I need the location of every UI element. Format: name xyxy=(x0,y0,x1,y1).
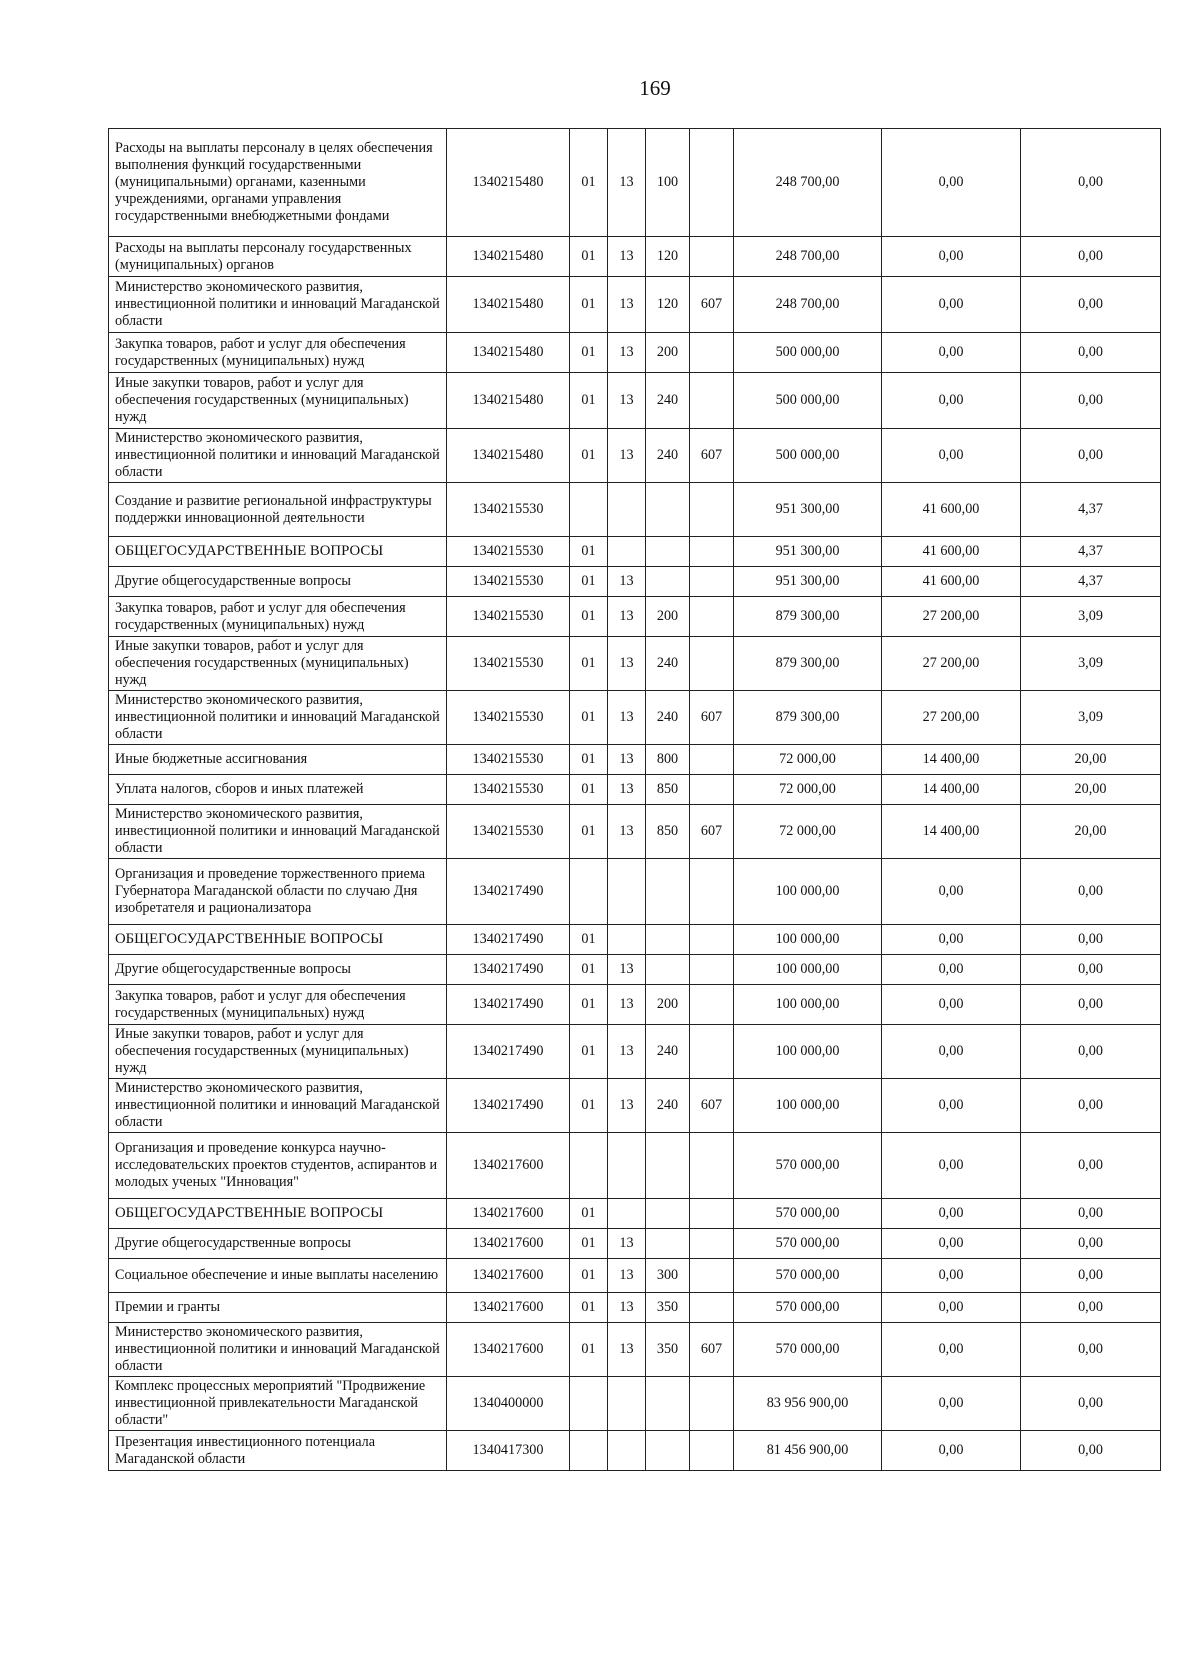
row-executed-amount: 0,00 xyxy=(882,1079,1021,1133)
row-name: Премии и гранты xyxy=(109,1293,447,1323)
row-expense-type: 800 xyxy=(646,745,690,775)
row-executed-amount: 0,00 xyxy=(882,1025,1021,1079)
row-execution-percent: 0,00 xyxy=(1021,1229,1161,1259)
row-code: 1340215480 xyxy=(447,129,570,237)
row-name: Другие общегосударственные вопросы xyxy=(109,1229,447,1259)
row-department-code xyxy=(690,1377,734,1431)
row-execution-percent: 3,09 xyxy=(1021,597,1161,637)
row-executed-amount: 0,00 xyxy=(882,129,1021,237)
row-department-code: 607 xyxy=(690,429,734,483)
row-department-code xyxy=(690,985,734,1025)
row-section: 01 xyxy=(570,805,608,859)
row-subsection: 13 xyxy=(608,597,646,637)
row-execution-percent: 0,00 xyxy=(1021,1199,1161,1229)
row-plan-amount: 500 000,00 xyxy=(734,373,882,429)
row-subsection xyxy=(608,1133,646,1199)
row-expense-type xyxy=(646,859,690,925)
row-code: 1340217600 xyxy=(447,1229,570,1259)
row-section: 01 xyxy=(570,745,608,775)
table-row xyxy=(109,483,1161,537)
row-subsection: 13 xyxy=(608,429,646,483)
row-section: 01 xyxy=(570,1259,608,1293)
row-execution-percent: 20,00 xyxy=(1021,745,1161,775)
row-plan-amount: 879 300,00 xyxy=(734,637,882,691)
row-plan-amount: 100 000,00 xyxy=(734,1025,882,1079)
row-expense-type: 850 xyxy=(646,775,690,805)
row-subsection: 13 xyxy=(608,1293,646,1323)
row-section: 01 xyxy=(570,277,608,333)
row-expense-type xyxy=(646,1199,690,1229)
row-expense-type: 240 xyxy=(646,637,690,691)
table-row xyxy=(109,1133,1161,1199)
row-expense-type: 120 xyxy=(646,277,690,333)
table-row xyxy=(109,637,1161,691)
row-executed-amount: 0,00 xyxy=(882,1377,1021,1431)
row-name: Организация и проведение конкурса научно-исследовательских проектов студентов, аспирантов и молодых ученых "Инновация" xyxy=(109,1133,447,1199)
row-expense-type xyxy=(646,483,690,537)
row-plan-amount: 570 000,00 xyxy=(734,1199,882,1229)
row-department-code: 607 xyxy=(690,1079,734,1133)
row-code: 1340217600 xyxy=(447,1323,570,1377)
row-executed-amount: 0,00 xyxy=(882,1431,1021,1471)
table-row xyxy=(109,805,1161,859)
row-execution-percent: 0,00 xyxy=(1021,1079,1161,1133)
row-department-code xyxy=(690,925,734,955)
row-executed-amount: 0,00 xyxy=(882,925,1021,955)
row-name: Организация и проведение торжественного приема Губернатора Магаданской области по случаю Дня изобретателя и рационализатора xyxy=(109,859,447,925)
row-plan-amount: 72 000,00 xyxy=(734,745,882,775)
row-plan-amount: 500 000,00 xyxy=(734,429,882,483)
table-row xyxy=(109,1025,1161,1079)
row-subsection xyxy=(608,1377,646,1431)
table-row xyxy=(109,373,1161,429)
row-expense-type: 120 xyxy=(646,237,690,277)
row-executed-amount: 0,00 xyxy=(882,955,1021,985)
row-expense-type: 240 xyxy=(646,1079,690,1133)
table-row xyxy=(109,277,1161,333)
row-department-code xyxy=(690,237,734,277)
row-code: 1340215530 xyxy=(447,537,570,567)
row-section: 01 xyxy=(570,429,608,483)
row-department-code xyxy=(690,745,734,775)
row-plan-amount: 100 000,00 xyxy=(734,985,882,1025)
row-subsection: 13 xyxy=(608,237,646,277)
row-execution-percent: 0,00 xyxy=(1021,1293,1161,1323)
row-name: Министерство экономического развития, инвестиционной политики и инноваций Магаданской области xyxy=(109,1079,447,1133)
table-row xyxy=(109,859,1161,925)
row-executed-amount: 0,00 xyxy=(882,1133,1021,1199)
row-subsection xyxy=(608,483,646,537)
row-name: Министерство экономического развития, инвестиционной политики и инноваций Магаданской области xyxy=(109,277,447,333)
row-executed-amount: 0,00 xyxy=(882,859,1021,925)
table-row xyxy=(109,237,1161,277)
row-plan-amount: 951 300,00 xyxy=(734,567,882,597)
row-plan-amount: 100 000,00 xyxy=(734,955,882,985)
row-expense-type xyxy=(646,567,690,597)
row-executed-amount: 27 200,00 xyxy=(882,597,1021,637)
row-code: 1340215480 xyxy=(447,429,570,483)
row-code: 1340417300 xyxy=(447,1431,570,1471)
row-department-code xyxy=(690,483,734,537)
row-subsection: 13 xyxy=(608,1079,646,1133)
row-code: 1340215530 xyxy=(447,483,570,537)
row-name: ОБЩЕГОСУДАРСТВЕННЫЕ ВОПРОСЫ xyxy=(109,537,447,567)
row-plan-amount: 248 700,00 xyxy=(734,277,882,333)
row-execution-percent: 0,00 xyxy=(1021,373,1161,429)
row-plan-amount: 951 300,00 xyxy=(734,537,882,567)
row-plan-amount: 83 956 900,00 xyxy=(734,1377,882,1431)
table-row xyxy=(109,1229,1161,1259)
row-executed-amount: 0,00 xyxy=(882,333,1021,373)
row-code: 1340215530 xyxy=(447,597,570,637)
row-name: Закупка товаров, работ и услуг для обеспечения государственных (муниципальных) нужд xyxy=(109,333,447,373)
row-subsection: 13 xyxy=(608,637,646,691)
row-department-code xyxy=(690,859,734,925)
row-section: 01 xyxy=(570,567,608,597)
row-section: 01 xyxy=(570,1199,608,1229)
table-row xyxy=(109,1199,1161,1229)
row-execution-percent: 0,00 xyxy=(1021,237,1161,277)
table-row xyxy=(109,1377,1161,1431)
row-execution-percent: 20,00 xyxy=(1021,805,1161,859)
table-row xyxy=(109,1259,1161,1293)
row-expense-type xyxy=(646,1431,690,1471)
row-name: Другие общегосударственные вопросы xyxy=(109,567,447,597)
row-expense-type: 240 xyxy=(646,429,690,483)
row-name: Уплата налогов, сборов и иных платежей xyxy=(109,775,447,805)
row-section: 01 xyxy=(570,691,608,745)
row-execution-percent: 0,00 xyxy=(1021,925,1161,955)
row-subsection: 13 xyxy=(608,129,646,237)
row-executed-amount: 0,00 xyxy=(882,1229,1021,1259)
row-department-code xyxy=(690,1293,734,1323)
row-department-code: 607 xyxy=(690,277,734,333)
row-section xyxy=(570,1431,608,1471)
row-execution-percent: 0,00 xyxy=(1021,1025,1161,1079)
row-code: 1340217490 xyxy=(447,1025,570,1079)
row-execution-percent: 0,00 xyxy=(1021,859,1161,925)
row-section xyxy=(570,483,608,537)
row-execution-percent: 0,00 xyxy=(1021,985,1161,1025)
table-row xyxy=(109,429,1161,483)
row-plan-amount: 570 000,00 xyxy=(734,1323,882,1377)
row-subsection: 13 xyxy=(608,1229,646,1259)
row-plan-amount: 81 456 900,00 xyxy=(734,1431,882,1471)
row-plan-amount: 570 000,00 xyxy=(734,1259,882,1293)
row-department-code xyxy=(690,1229,734,1259)
row-name: Министерство экономического развития, инвестиционной политики и инноваций Магаданской области xyxy=(109,805,447,859)
row-executed-amount: 0,00 xyxy=(882,277,1021,333)
row-code: 1340217490 xyxy=(447,985,570,1025)
row-expense-type xyxy=(646,1133,690,1199)
row-subsection xyxy=(608,925,646,955)
row-subsection: 13 xyxy=(608,1259,646,1293)
row-subsection: 13 xyxy=(608,1025,646,1079)
row-subsection: 13 xyxy=(608,333,646,373)
row-section xyxy=(570,1377,608,1431)
row-plan-amount: 570 000,00 xyxy=(734,1293,882,1323)
row-execution-percent: 0,00 xyxy=(1021,429,1161,483)
row-name: ОБЩЕГОСУДАРСТВЕННЫЕ ВОПРОСЫ xyxy=(109,925,447,955)
row-plan-amount: 500 000,00 xyxy=(734,333,882,373)
row-execution-percent: 4,37 xyxy=(1021,483,1161,537)
row-execution-percent: 20,00 xyxy=(1021,775,1161,805)
row-section: 01 xyxy=(570,1293,608,1323)
row-department-code xyxy=(690,1025,734,1079)
row-executed-amount: 41 600,00 xyxy=(882,483,1021,537)
row-executed-amount: 14 400,00 xyxy=(882,805,1021,859)
row-name: Иные бюджетные ассигнования xyxy=(109,745,447,775)
row-execution-percent: 3,09 xyxy=(1021,637,1161,691)
row-department-code xyxy=(690,955,734,985)
table-row xyxy=(109,597,1161,637)
row-name: Другие общегосударственные вопросы xyxy=(109,955,447,985)
row-executed-amount: 14 400,00 xyxy=(882,775,1021,805)
row-section: 01 xyxy=(570,985,608,1025)
row-section: 01 xyxy=(570,1323,608,1377)
row-department-code xyxy=(690,775,734,805)
row-execution-percent: 0,00 xyxy=(1021,1431,1161,1471)
row-code: 1340215530 xyxy=(447,775,570,805)
row-execution-percent: 0,00 xyxy=(1021,1259,1161,1293)
row-expense-type: 350 xyxy=(646,1293,690,1323)
row-section: 01 xyxy=(570,1025,608,1079)
row-executed-amount: 0,00 xyxy=(882,373,1021,429)
row-executed-amount: 41 600,00 xyxy=(882,567,1021,597)
row-plan-amount: 248 700,00 xyxy=(734,237,882,277)
row-name: Министерство экономического развития, инвестиционной политики и инноваций Магаданской области xyxy=(109,1323,447,1377)
row-department-code xyxy=(690,129,734,237)
row-section xyxy=(570,859,608,925)
row-subsection: 13 xyxy=(608,373,646,429)
row-department-code xyxy=(690,373,734,429)
row-name: ОБЩЕГОСУДАРСТВЕННЫЕ ВОПРОСЫ xyxy=(109,1199,447,1229)
row-executed-amount: 0,00 xyxy=(882,1323,1021,1377)
row-plan-amount: 100 000,00 xyxy=(734,859,882,925)
row-subsection: 13 xyxy=(608,955,646,985)
row-subsection: 13 xyxy=(608,985,646,1025)
row-section xyxy=(570,1133,608,1199)
row-section: 01 xyxy=(570,597,608,637)
row-expense-type: 240 xyxy=(646,373,690,429)
row-expense-type: 200 xyxy=(646,597,690,637)
row-code: 1340215480 xyxy=(447,333,570,373)
row-expense-type: 200 xyxy=(646,985,690,1025)
table-row xyxy=(109,745,1161,775)
row-code: 1340215530 xyxy=(447,691,570,745)
row-name: Иные закупки товаров, работ и услуг для обеспечения государственных (муниципальных) нужд xyxy=(109,373,447,429)
row-executed-amount: 0,00 xyxy=(882,985,1021,1025)
row-expense-type: 850 xyxy=(646,805,690,859)
row-plan-amount: 100 000,00 xyxy=(734,925,882,955)
row-plan-amount: 72 000,00 xyxy=(734,805,882,859)
row-code: 1340217490 xyxy=(447,955,570,985)
row-section: 01 xyxy=(570,373,608,429)
row-department-code: 607 xyxy=(690,805,734,859)
row-plan-amount: 951 300,00 xyxy=(734,483,882,537)
row-code: 1340217490 xyxy=(447,925,570,955)
row-department-code xyxy=(690,1259,734,1293)
table-row xyxy=(109,691,1161,745)
row-subsection: 13 xyxy=(608,567,646,597)
table-row xyxy=(109,567,1161,597)
row-expense-type xyxy=(646,537,690,567)
row-section: 01 xyxy=(570,1229,608,1259)
row-plan-amount: 879 300,00 xyxy=(734,691,882,745)
table-row xyxy=(109,1079,1161,1133)
table-row xyxy=(109,1293,1161,1323)
row-code: 1340217600 xyxy=(447,1133,570,1199)
row-execution-percent: 3,09 xyxy=(1021,691,1161,745)
row-name: Расходы на выплаты персоналу в целях обеспечения выполнения функций государственными (муниципальными) органами, казенными учреждениями, органами управления государственными внебюджетными фондами xyxy=(109,129,447,237)
row-code: 1340215480 xyxy=(447,237,570,277)
row-plan-amount: 879 300,00 xyxy=(734,597,882,637)
row-execution-percent: 0,00 xyxy=(1021,1377,1161,1431)
table-row xyxy=(109,333,1161,373)
row-name: Закупка товаров, работ и услуг для обеспечения государственных (муниципальных) нужд xyxy=(109,985,447,1025)
row-subsection: 13 xyxy=(608,691,646,745)
row-section: 01 xyxy=(570,775,608,805)
row-name: Закупка товаров, работ и услуг для обеспечения государственных (муниципальных) нужд xyxy=(109,597,447,637)
row-name: Министерство экономического развития, инвестиционной политики и инноваций Магаданской области xyxy=(109,429,447,483)
table-row xyxy=(109,925,1161,955)
row-subsection xyxy=(608,859,646,925)
row-section: 01 xyxy=(570,333,608,373)
row-name: Создание и развитие региональной инфраструктуры поддержки инновационной деятельности xyxy=(109,483,447,537)
row-executed-amount: 0,00 xyxy=(882,429,1021,483)
row-subsection xyxy=(608,537,646,567)
row-code: 1340217490 xyxy=(447,859,570,925)
row-code: 1340215530 xyxy=(447,805,570,859)
row-subsection xyxy=(608,1199,646,1229)
row-expense-type: 100 xyxy=(646,129,690,237)
row-executed-amount: 27 200,00 xyxy=(882,637,1021,691)
row-expense-type xyxy=(646,1229,690,1259)
row-executed-amount: 0,00 xyxy=(882,1259,1021,1293)
row-subsection: 13 xyxy=(608,805,646,859)
row-department-code xyxy=(690,597,734,637)
row-execution-percent: 0,00 xyxy=(1021,277,1161,333)
row-executed-amount: 0,00 xyxy=(882,1293,1021,1323)
budget-table xyxy=(108,128,1161,1471)
row-expense-type: 300 xyxy=(646,1259,690,1293)
row-executed-amount: 0,00 xyxy=(882,1199,1021,1229)
page-number: 169 xyxy=(639,76,671,100)
row-execution-percent: 0,00 xyxy=(1021,333,1161,373)
row-department-code xyxy=(690,537,734,567)
row-section: 01 xyxy=(570,955,608,985)
table-row xyxy=(109,1431,1161,1471)
table-row xyxy=(109,1323,1161,1377)
row-subsection: 13 xyxy=(608,277,646,333)
row-expense-type: 240 xyxy=(646,691,690,745)
row-code: 1340217600 xyxy=(447,1259,570,1293)
row-name: Комплекс процессных мероприятий "Продвижение инвестиционной привлекательности Магаданской области" xyxy=(109,1377,447,1431)
row-code: 1340217490 xyxy=(447,1079,570,1133)
row-execution-percent: 0,00 xyxy=(1021,1323,1161,1377)
row-expense-type: 350 xyxy=(646,1323,690,1377)
row-execution-percent: 0,00 xyxy=(1021,955,1161,985)
table-row xyxy=(109,129,1161,237)
row-section: 01 xyxy=(570,129,608,237)
row-code: 1340400000 xyxy=(447,1377,570,1431)
row-department-code xyxy=(690,1133,734,1199)
row-code: 1340215530 xyxy=(447,567,570,597)
row-name: Презентация инвестиционного потенциала Магаданской области xyxy=(109,1431,447,1471)
row-code: 1340215480 xyxy=(447,277,570,333)
row-expense-type xyxy=(646,1377,690,1431)
row-plan-amount: 570 000,00 xyxy=(734,1229,882,1259)
row-section: 01 xyxy=(570,537,608,567)
row-plan-amount: 248 700,00 xyxy=(734,129,882,237)
row-subsection xyxy=(608,1431,646,1471)
row-subsection: 13 xyxy=(608,745,646,775)
row-executed-amount: 27 200,00 xyxy=(882,691,1021,745)
row-name: Министерство экономического развития, инвестиционной политики и инноваций Магаданской области xyxy=(109,691,447,745)
row-executed-amount: 0,00 xyxy=(882,237,1021,277)
row-section: 01 xyxy=(570,1079,608,1133)
row-expense-type xyxy=(646,955,690,985)
row-plan-amount: 570 000,00 xyxy=(734,1133,882,1199)
row-execution-percent: 4,37 xyxy=(1021,567,1161,597)
row-subsection: 13 xyxy=(608,775,646,805)
row-department-code xyxy=(690,567,734,597)
row-section: 01 xyxy=(570,925,608,955)
row-name: Иные закупки товаров, работ и услуг для обеспечения государственных (муниципальных) нужд xyxy=(109,637,447,691)
row-name: Социальное обеспечение и иные выплаты населению xyxy=(109,1259,447,1293)
row-subsection: 13 xyxy=(608,1323,646,1377)
row-department-code xyxy=(690,333,734,373)
table-body xyxy=(109,129,1161,1471)
row-code: 1340217600 xyxy=(447,1293,570,1323)
row-name: Иные закупки товаров, работ и услуг для обеспечения государственных (муниципальных) нужд xyxy=(109,1025,447,1079)
row-section: 01 xyxy=(570,237,608,277)
row-expense-type xyxy=(646,925,690,955)
row-execution-percent: 4,37 xyxy=(1021,537,1161,567)
row-section: 01 xyxy=(570,637,608,691)
row-execution-percent: 0,00 xyxy=(1021,129,1161,237)
row-department-code xyxy=(690,637,734,691)
row-code: 1340217600 xyxy=(447,1199,570,1229)
table-row xyxy=(109,537,1161,567)
row-plan-amount: 100 000,00 xyxy=(734,1079,882,1133)
row-plan-amount: 72 000,00 xyxy=(734,775,882,805)
row-executed-amount: 41 600,00 xyxy=(882,537,1021,567)
row-department-code: 607 xyxy=(690,691,734,745)
row-code: 1340215530 xyxy=(447,745,570,775)
row-execution-percent: 0,00 xyxy=(1021,1133,1161,1199)
table-row xyxy=(109,955,1161,985)
row-name: Расходы на выплаты персоналу государственных (муниципальных) органов xyxy=(109,237,447,277)
table-row xyxy=(109,775,1161,805)
row-department-code xyxy=(690,1199,734,1229)
row-executed-amount: 14 400,00 xyxy=(882,745,1021,775)
row-expense-type: 240 xyxy=(646,1025,690,1079)
row-code: 1340215480 xyxy=(447,373,570,429)
row-code: 1340215530 xyxy=(447,637,570,691)
row-department-code: 607 xyxy=(690,1323,734,1377)
row-department-code xyxy=(690,1431,734,1471)
table-row xyxy=(109,985,1161,1025)
row-expense-type: 200 xyxy=(646,333,690,373)
